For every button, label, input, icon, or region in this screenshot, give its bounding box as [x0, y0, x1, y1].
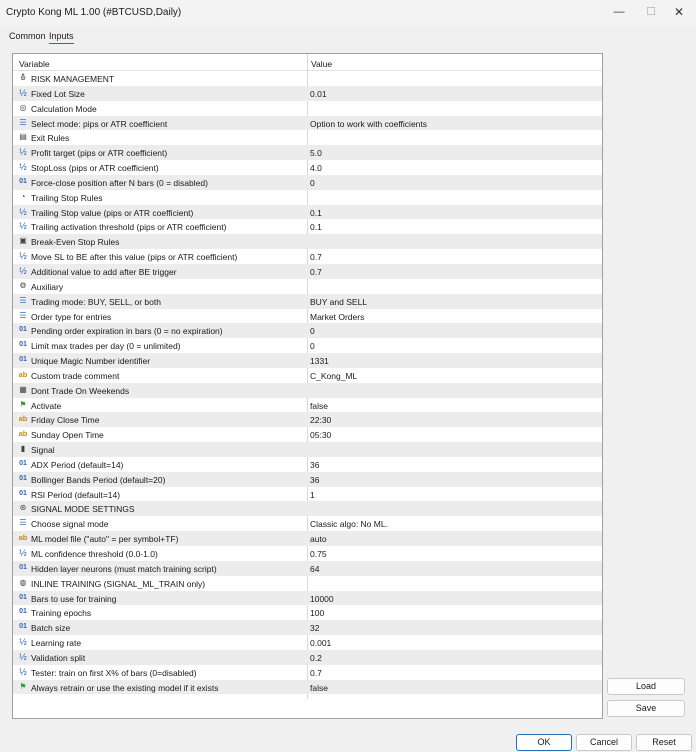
bool-icon: ⚑	[19, 399, 27, 409]
variable-value[interactable]: 0.001	[310, 638, 332, 649]
variable-name: Training epochs	[31, 608, 92, 619]
variable-name: Trailing Stop Rules	[31, 192, 103, 203]
table-row[interactable]	[13, 427, 602, 442]
tab-bar	[0, 28, 696, 44]
variable-value[interactable]: 0.7	[310, 667, 322, 678]
table-row[interactable]	[13, 279, 602, 294]
integer-icon: 01	[19, 459, 27, 467]
variable-value[interactable]: 10000	[310, 593, 334, 604]
variable-value[interactable]: 0	[310, 341, 315, 352]
table-row[interactable]	[13, 309, 602, 324]
string-icon: ab	[18, 533, 28, 543]
load-button[interactable]: Load	[607, 678, 685, 695]
table-row[interactable]	[13, 338, 602, 353]
variable-name: Dont Trade On Weekends	[31, 385, 130, 396]
table-row[interactable]	[13, 101, 602, 116]
fraction-icon: ½	[19, 265, 27, 276]
variable-value[interactable]: Classic algo: No ML.	[310, 519, 388, 530]
variable-name: Limit max trades per day (0 = unlimited)	[31, 341, 181, 352]
fraction-icon: ½	[19, 206, 27, 217]
reset-button[interactable]: Reset	[636, 734, 692, 751]
table-row[interactable]	[13, 591, 602, 606]
variable-value[interactable]: 0.2	[310, 652, 322, 663]
variable-name: Signal	[31, 445, 55, 456]
variable-name: Trailing activation threshold (pips or ATR coefficient)	[31, 222, 227, 233]
variable-name: ML confidence threshold (0.0-1.0)	[31, 549, 158, 559]
table-row[interactable]	[13, 353, 602, 368]
window-title: Crypto Kong ML 1.00 (#BTCUSD,Daily)	[6, 7, 182, 18]
enum-icon: ☰	[19, 295, 27, 305]
variable-value[interactable]: 64	[310, 563, 320, 574]
variable-value[interactable]: 0.01	[310, 88, 327, 99]
table-row[interactable]	[13, 71, 602, 86]
integer-icon: 01	[19, 489, 27, 497]
variable-name: ADX Period (default=14)	[31, 459, 124, 470]
table-row[interactable]	[13, 412, 602, 427]
variable-value[interactable]: BUY and SELL	[310, 296, 368, 307]
variable-value[interactable]: auto	[310, 534, 327, 545]
variable-value[interactable]: 22:30	[310, 415, 332, 426]
save-button[interactable]: Save	[607, 700, 685, 717]
string-icon: ab	[18, 429, 28, 439]
variable-value[interactable]: 1331	[310, 356, 329, 367]
table-row[interactable]	[13, 561, 602, 576]
table-row[interactable]	[13, 294, 602, 309]
ok-button[interactable]: OK	[516, 734, 572, 751]
variable-name: Profit target (pips or ATR coefficient)	[31, 148, 168, 159]
section-icon: ⚙	[19, 280, 27, 290]
string-icon: ab	[18, 369, 28, 379]
section-icon: ▣	[19, 236, 27, 246]
variable-name: Auxiliary	[31, 281, 64, 292]
fraction-icon: ½	[19, 637, 27, 648]
table-row[interactable]	[13, 368, 602, 383]
table-row[interactable]	[13, 665, 602, 680]
table-row[interactable]	[13, 116, 602, 131]
variable-name: Move SL to BE after this value (pips or ATR coefficient)	[31, 252, 238, 263]
table-row[interactable]	[13, 205, 602, 220]
table-row[interactable]	[13, 398, 602, 413]
integer-icon: 01	[19, 623, 27, 631]
variable-value[interactable]: 0	[310, 177, 315, 188]
variable-value[interactable]: false	[310, 400, 328, 411]
variable-name: SIGNAL MODE SETTINGS	[31, 504, 135, 515]
variable-value[interactable]: 36	[310, 474, 320, 485]
variable-name: Trailing Stop value (pips or ATR coefficient)	[31, 207, 194, 218]
variable-name: Choose signal mode	[31, 519, 109, 530]
variable-value[interactable]: 32	[310, 623, 320, 634]
table-row[interactable]	[13, 680, 602, 695]
integer-icon: 01	[19, 341, 27, 349]
integer-icon: 01	[19, 608, 27, 616]
table-row[interactable]	[13, 635, 602, 650]
variable-name: Bollinger Bands Period (default=20)	[31, 474, 166, 485]
variable-name: Hidden layer neurons (must match training script)	[31, 563, 217, 574]
variable-name: Break-Even Stop Rules	[31, 237, 120, 248]
integer-icon: 01	[19, 326, 27, 334]
table-row[interactable]	[13, 531, 602, 546]
table-row[interactable]	[13, 501, 602, 516]
table-row[interactable]	[13, 605, 602, 620]
table-row[interactable]	[13, 487, 602, 502]
table-body	[13, 71, 602, 694]
fraction-icon: ½	[19, 87, 27, 98]
title-bar	[0, 0, 696, 26]
section-icon: ◔	[20, 191, 26, 201]
variable-value[interactable]: Option to work with coefficients	[310, 118, 428, 129]
variable-value[interactable]: 0.7	[310, 252, 322, 263]
table-row[interactable]	[13, 219, 602, 234]
variable-value[interactable]: 1	[310, 489, 315, 500]
variable-value[interactable]: 0.75	[310, 549, 327, 559]
variable-value[interactable]: 100	[310, 608, 325, 619]
variable-value[interactable]: 0.1	[310, 207, 322, 218]
table-row[interactable]	[13, 130, 602, 145]
table-row[interactable]	[13, 145, 602, 160]
variable-name: Trading mode: BUY, SELL, or both	[31, 296, 161, 307]
variable-name: Sunday Open Time	[31, 430, 104, 441]
table-row[interactable]	[13, 383, 602, 398]
table-row[interactable]	[13, 650, 602, 665]
table-row[interactable]	[13, 160, 602, 175]
integer-icon: 01	[19, 356, 27, 364]
enum-icon: ☰	[19, 518, 27, 528]
variable-name: Tester: train on first X% of bars (0=disabled)	[31, 667, 197, 678]
column-header-variable[interactable]: Variable	[19, 59, 50, 69]
section-icon: ▤	[19, 132, 27, 142]
fraction-icon: ½	[19, 147, 27, 158]
variable-name: Custom trade comment	[31, 370, 120, 381]
table-row[interactable]	[13, 323, 602, 338]
variable-name: Unique Magic Number identifier	[31, 356, 151, 367]
variable-value[interactable]: 05:30	[310, 430, 332, 441]
variable-value[interactable]: 0	[310, 326, 315, 337]
variable-name: StopLoss (pips or ATR coefficient)	[31, 163, 159, 174]
variable-value[interactable]: 4.0	[310, 163, 322, 174]
variable-name: Order type for entries	[31, 311, 112, 322]
table-row[interactable]	[13, 249, 602, 264]
variable-value[interactable]: false	[310, 682, 328, 693]
variable-name: Fixed Lot Size	[31, 88, 85, 99]
bool-icon: ⚑	[19, 681, 27, 691]
enum-icon: ☰	[19, 117, 27, 127]
column-header-value[interactable]: Value	[311, 59, 333, 69]
integer-icon: 01	[19, 563, 27, 571]
variable-name: Calculation Mode	[31, 103, 97, 114]
section-icon: ▮	[20, 444, 26, 454]
variable-name: Exit Rules	[31, 133, 70, 144]
variable-name: Activate	[31, 400, 62, 411]
table-row[interactable]	[13, 86, 602, 101]
variable-name: Always retrain or use the existing model if it exists	[31, 682, 219, 693]
variable-name: RSI Period (default=14)	[31, 489, 121, 500]
minimize-icon[interactable]: —	[613, 6, 625, 18]
close-icon[interactable]: ✕	[673, 5, 685, 19]
variable-value[interactable]: Market Orders	[310, 311, 365, 322]
table-row[interactable]	[13, 516, 602, 531]
variable-name: Force-close position after N bars (0 = disabled)	[31, 177, 208, 188]
variable-value[interactable]: 0.7	[310, 266, 322, 277]
table-row[interactable]	[13, 264, 602, 279]
tab-inputs[interactable]: Inputs	[49, 31, 74, 41]
table-row[interactable]	[13, 620, 602, 635]
maximize-icon[interactable]: ☐	[646, 6, 656, 18]
table-row[interactable]	[13, 190, 602, 205]
variable-name: RISK MANAGEMENT	[31, 74, 115, 84]
variable-name: Bars to use for training	[31, 593, 117, 604]
fraction-icon: ½	[19, 162, 27, 173]
variable-name: Friday Close Time	[31, 415, 100, 426]
table-row[interactable]	[13, 175, 602, 190]
integer-icon: 01	[19, 474, 27, 482]
cancel-button[interactable]: Cancel	[576, 734, 632, 751]
variable-name: Pending order expiration in bars (0 = no expiration)	[31, 326, 223, 337]
fraction-icon: ½	[19, 548, 27, 558]
table-row[interactable]	[13, 457, 602, 472]
fraction-icon: ½	[19, 666, 27, 677]
enum-icon: ☰	[19, 310, 27, 320]
variable-value[interactable]: 0.1	[310, 222, 322, 233]
integer-icon: 01	[19, 593, 27, 601]
variable-name: Additional value to add after BE trigger	[31, 266, 177, 277]
section-icon: ⛢	[20, 73, 26, 82]
table-row[interactable]	[13, 472, 602, 487]
fraction-icon: ½	[19, 651, 27, 662]
table-row[interactable]	[13, 442, 602, 457]
table-row[interactable]	[13, 576, 602, 591]
variable-value[interactable]: C_Kong_ML	[310, 370, 358, 381]
fraction-icon: ½	[19, 221, 27, 232]
table-row[interactable]	[13, 234, 602, 249]
table-row[interactable]	[13, 546, 602, 561]
variable-name: Validation split	[31, 652, 86, 663]
section-icon: ▦	[19, 384, 27, 394]
string-icon: ab	[18, 414, 28, 424]
variable-name: INLINE TRAINING (SIGNAL_ML_TRAIN only)	[31, 578, 206, 589]
section-icon: ◍	[19, 577, 27, 587]
fraction-icon: ½	[19, 251, 27, 262]
variable-name: Batch size	[31, 623, 71, 634]
section-icon: ⊛	[19, 503, 27, 513]
variable-name: ML model file ("auto" = per symbol+TF)	[31, 534, 179, 545]
tab-common[interactable]: Common	[9, 31, 46, 41]
section-icon: ◎	[19, 102, 27, 112]
inputs-table	[12, 53, 603, 719]
variable-name: Learning rate	[31, 638, 82, 649]
variable-value[interactable]: 5.0	[310, 148, 322, 159]
integer-icon: 01	[19, 177, 27, 185]
variable-value[interactable]: 36	[310, 459, 320, 470]
variable-name: Select mode: pips or ATR coefficient	[31, 118, 168, 129]
